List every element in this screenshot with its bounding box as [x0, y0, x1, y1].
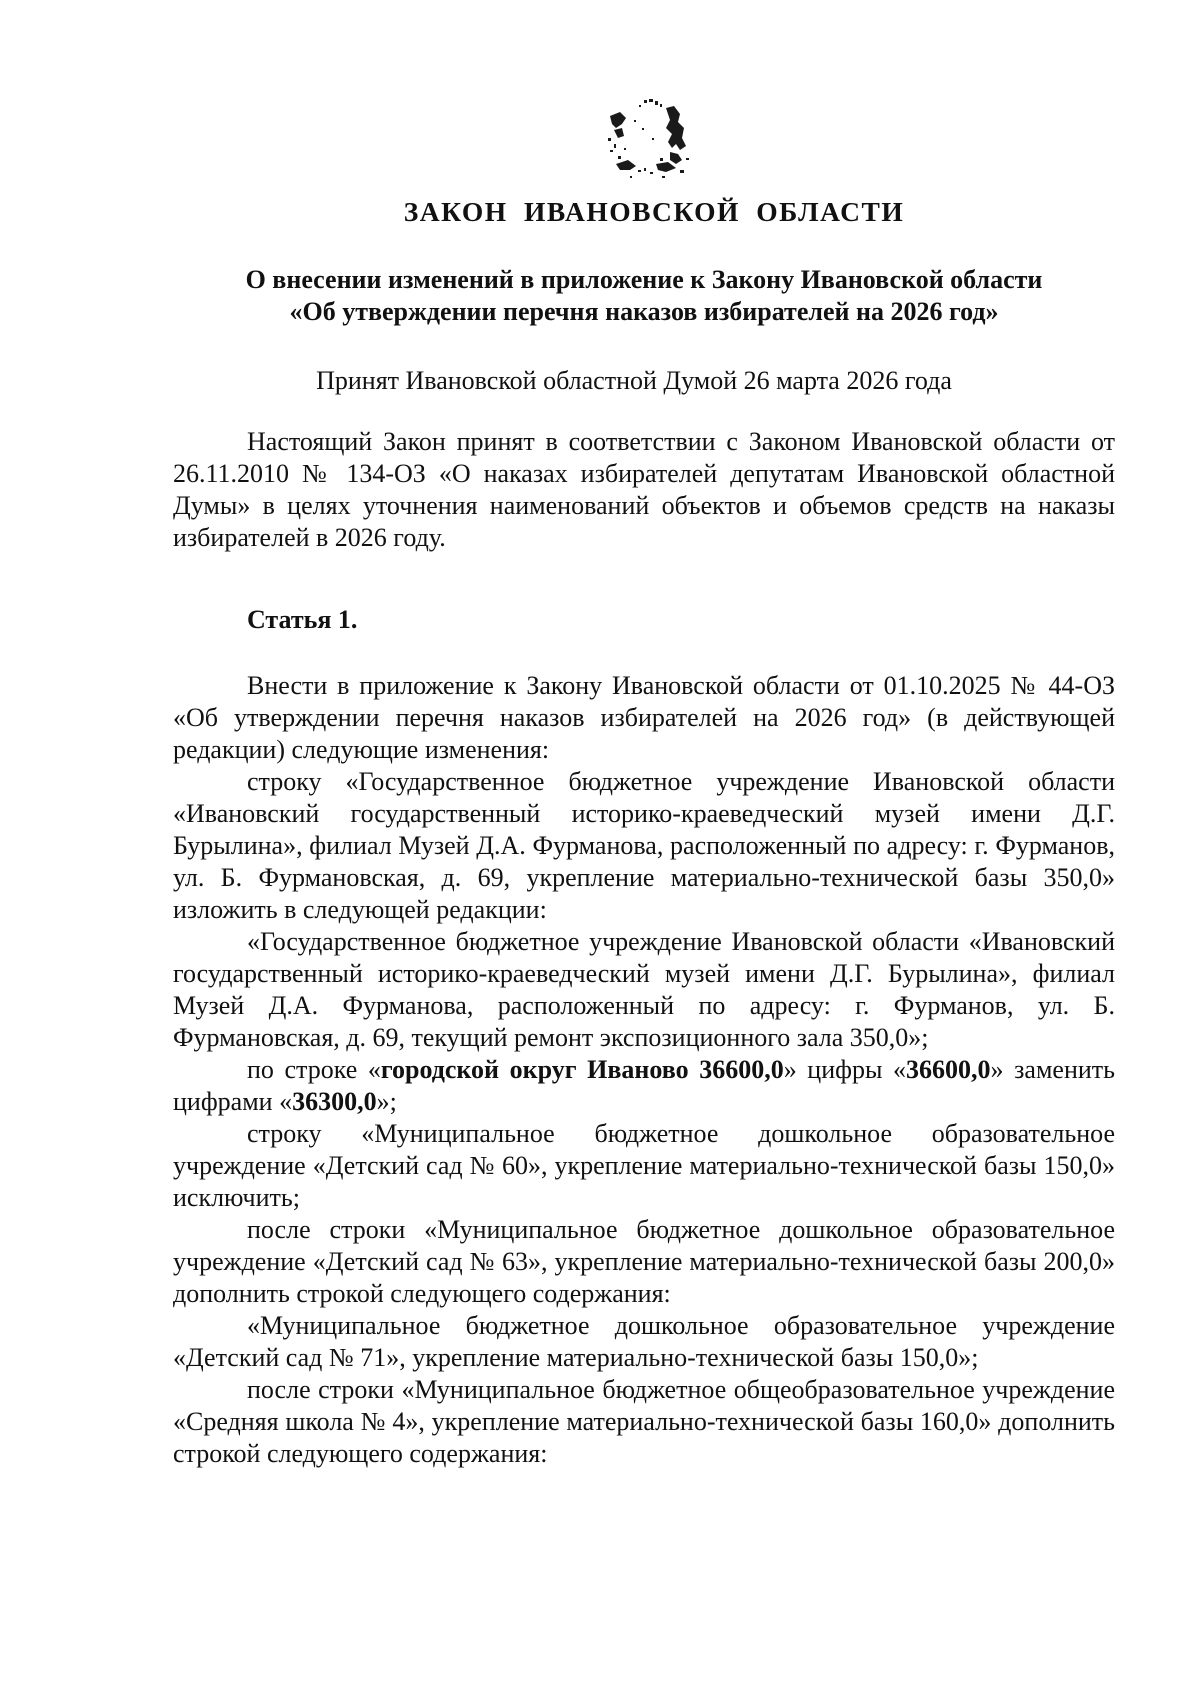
text-fragment: по строке « [247, 1055, 381, 1084]
law-title: ЗАКОН ИВАНОВСКОЙ ОБЛАСТИ [403, 196, 905, 227]
amendment-paragraph: после строки «Муниципальное бюджетное дошкольное образовательное учреждение «Детский сад № 63», укрепление материально-технической базы 200,0» дополнить строкой следующего содержания: [173, 1215, 1115, 1308]
text-fragment: » цифры « [783, 1055, 907, 1084]
emblem-icon [600, 98, 700, 184]
article-heading: Статья 1. [247, 605, 358, 634]
subtitle-line-1: О внесении изменений в приложение к Закону Ивановской области [245, 265, 1043, 294]
amendment-intro-paragraph: Внести в приложение к Закону Ивановской области от 01.10.2025 № 44-ОЗ «Об утверждении перечня наказов избирателей на 2026 год» (в действующей редакции) следующие изменения: [173, 671, 1115, 764]
law-subtitle [0, 264, 1200, 328]
bold-fragment: городской округ Иваново 36600,0 [380, 1055, 784, 1084]
bold-fragment: 36300,0 [292, 1087, 377, 1116]
amendment-paragraph: «Государственное бюджетное учреждение Ивановской области «Ивановский государственный историко-краеведческий музей имени Д.Г. Бурылина», филиал Музей Д.А. Фурманова, расположенный по адресу: г. Фурманов, ул. Б. Фурмановская, д. 69, текущий ремонт экспозиционного зала 350,0»; [173, 927, 1115, 1052]
document-body [173, 426, 1115, 1470]
amendment-paragraph: «Муниципальное бюджетное дошкольное образовательное учреждение «Детский сад № 71», укрепление материально-технической базы 150,0»; [173, 1311, 1115, 1372]
preamble-paragraph: Настоящий Закон принят в соответствии с Законом Ивановской области от 26.11.2010 № 134-ОЗ «О наказах избирателей депутатам Ивановской областной Думы» в целях уточнения наименований объектов и объемов средств на наказы избирателей в 2026 году. [173, 427, 1115, 552]
subtitle-line-2: «Об утверждении перечня наказов избирателей на 2026 год» [289, 297, 999, 326]
amendment-paragraph: строку «Государственное бюджетное учреждение Ивановской области «Ивановский государственный историко-краеведческий музей имени Д.Г. Бурылина», филиал Музей Д.А. Фурманова, расположенный по адресу: г. Фурманов, ул. Б. Фурмановская, д. 69, укрепление материально-технической базы 350,0» изложить в следующей редакции: [173, 767, 1115, 924]
text-fragment: » заменить цифрами « [173, 1055, 1115, 1116]
adoption-note: Принят Ивановской областной Думой 26 марта 2026 года [316, 366, 952, 395]
bold-fragment: 36600,0 [906, 1055, 991, 1084]
amendment-paragraph: после строки «Муниципальное бюджетное общеобразовательное учреждение «Средняя школа № 4», укрепление материально-технической базы 160,0» дополнить строкой следующего содержания: [173, 1375, 1115, 1468]
amendment-paragraph: строку «Муниципальное бюджетное дошкольное образовательное учреждение «Детский сад № 60», укрепление материально-технической базы 150,0» исключить; [173, 1119, 1115, 1212]
amendment-paragraph-bold-figures [173, 1054, 1115, 1118]
text-fragment: »; [376, 1087, 397, 1116]
